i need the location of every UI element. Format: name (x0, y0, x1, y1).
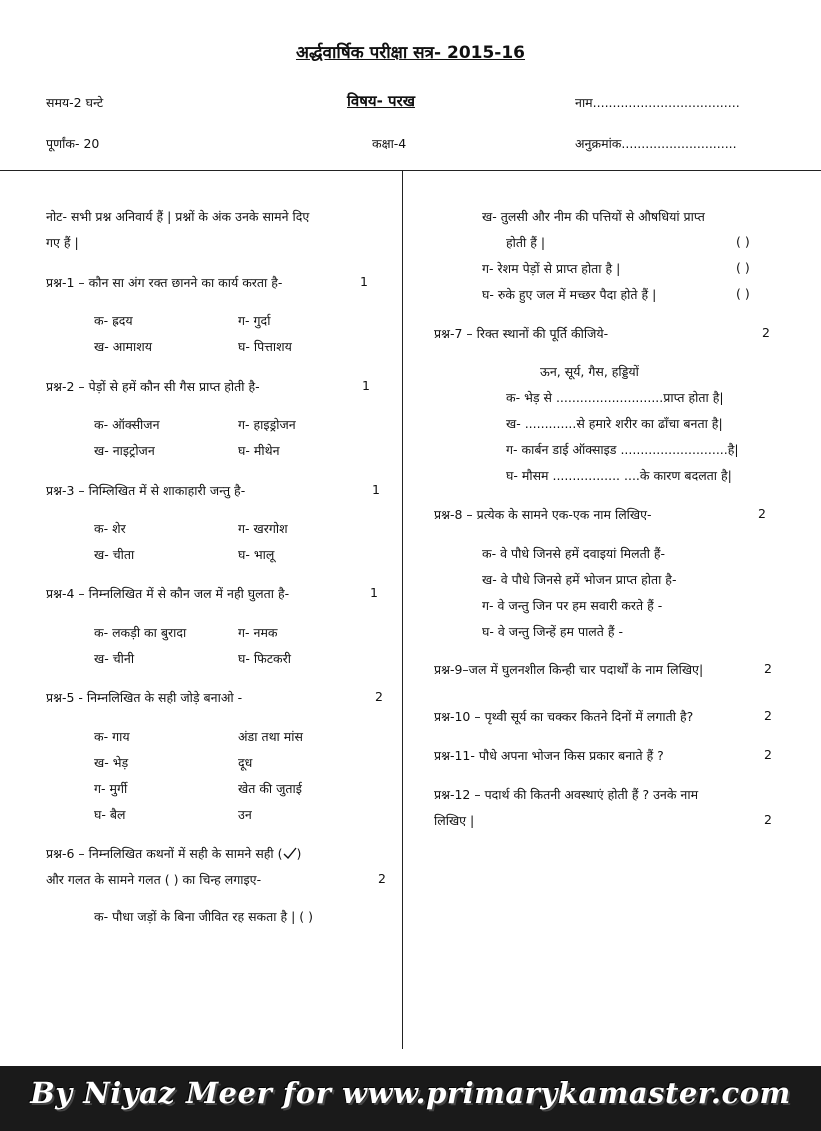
q3-option-kha: ख- चीता (94, 547, 135, 562)
q2-option-ga: ग- हाइड्रोजन (238, 417, 296, 432)
q6-statement-kha-line-1: ख- तुलसी और नीम की पत्तियों से औषधियां प्राप्त (482, 209, 705, 224)
q4-option-ga: ग- नमक (238, 625, 278, 640)
question-2: प्रश्न-2 – पेड़ों से हमें कौन सी गैस प्राप्त होती है- (46, 379, 260, 394)
question-6-line-1-close: ) (296, 846, 302, 861)
q8-item-kha: ख- वे पौधे जिनसे हमें भोजन प्राप्त होता है- (482, 572, 677, 587)
question-5-marks: 2 (375, 689, 383, 704)
question-6-marks: 2 (378, 871, 386, 886)
q6-statement-gha: घ- रुके हुए जल में मच्छर पैदा होते हैं | (482, 287, 657, 302)
exam-title: अर्द्धवार्षिक परीक्षा सत्र- 2015-16 (295, 43, 526, 63)
q2-option-gha: घ- मीथेन (238, 443, 280, 458)
question-6-line-1-text: प्रश्न-6 – निम्नलिखित कथनों में सही के सामने सही ( (46, 846, 283, 861)
max-marks-label: पूर्णांक- 20 (46, 136, 100, 151)
q4-option-kha: ख- चीनी (94, 651, 135, 666)
header-divider (0, 170, 821, 171)
q5-right-2: दूध (238, 755, 253, 770)
q5-right-3: खेत की जुताई (238, 781, 302, 796)
question-4-marks: 1 (370, 585, 378, 600)
question-12-line-2: लिखिए | (434, 813, 475, 828)
question-6-line-2: और गलत के सामने गलत ( ) का चिन्ह लगाइए- (46, 872, 262, 887)
question-1-marks: 1 (360, 274, 368, 289)
q7-blank-ga: ग- कार्बन डाई ऑक्साइड ...........................है| (506, 442, 739, 457)
subject-label: विषय- परख (347, 92, 415, 110)
time-label: समय-2 घन्टे (46, 95, 104, 110)
q3-option-gha: घ- भालू (238, 547, 275, 562)
q1-option-gha: घ- पित्ताशय (238, 339, 292, 354)
roll-number-field: अनुक्रमांक............................. (575, 136, 737, 151)
note-line-1: नोट- सभी प्रश्न अनिवार्य हैं | प्रश्नों के अंक उनके सामने दिए (46, 209, 310, 224)
q8-item-ka: क- वे पौधे जिनसे हमें दवाइयां मिलती हैं- (482, 546, 666, 561)
q6-ga-answer-box: ( ) (736, 260, 750, 275)
question-6-line-1 (46, 845, 301, 862)
q6-kha-answer-box: ( ) (736, 234, 750, 249)
question-7-marks: 2 (762, 325, 770, 340)
column-divider (402, 171, 403, 1049)
q2-option-ka: क- ऑक्सीजन (94, 417, 160, 432)
q7-word-bank: ऊन, सूर्य, गैस, हड्डियों (540, 364, 639, 379)
name-field: नाम..................................... (575, 95, 740, 110)
question-9: प्रश्न-9–जल में घुलनशील किन्ही चार पदार्थों के नाम लिखिए| (434, 662, 704, 677)
q5-left-3: ग- मुर्गी (94, 781, 128, 796)
q6-statement-ga: ग- रेशम पेड़ों से प्राप्त होता है | (482, 261, 621, 276)
question-8-marks: 2 (758, 506, 766, 521)
q3-option-ga: ग- खरगोश (238, 521, 288, 536)
q5-left-4: घ- बैल (94, 807, 126, 822)
q3-option-ka: क- शेर (94, 521, 126, 536)
q1-option-ka: क- ह्रदय (94, 313, 133, 328)
class-label: कक्षा-4 (372, 136, 407, 151)
question-11-marks: 2 (764, 747, 772, 762)
q6-gha-answer-box: ( ) (736, 286, 750, 301)
q5-left-1: क- गाय (94, 729, 130, 744)
question-2-marks: 1 (362, 378, 370, 393)
question-12-marks: 2 (764, 812, 772, 827)
question-3: प्रश्न-3 – निम्लिखित में से शाकाहारी जन्तु है- (46, 483, 246, 498)
q1-option-ga: ग- गुर्दा (238, 313, 271, 328)
q5-left-2: ख- भेड़ (94, 755, 129, 770)
question-10-marks: 2 (764, 708, 772, 723)
question-12-line-1: प्रश्न-12 – पदार्थ की कितनी अवस्थाएं होती हैं ? उनके नाम (434, 787, 699, 802)
question-7: प्रश्न-7 – रिक्त स्थानों की पूर्ति कीजिये- (434, 326, 609, 341)
tick-mark-icon (283, 847, 297, 859)
q6-statement-kha-line-2: होती हैं | (506, 235, 546, 250)
question-9-marks: 2 (764, 661, 772, 676)
q4-option-gha: घ- फिटकरी (238, 651, 291, 666)
note-line-2: गए हैं | (46, 235, 79, 250)
question-8: प्रश्न-8 – प्रत्येक के सामने एक-एक नाम लिखिए- (434, 507, 652, 522)
question-4: प्रश्न-4 – निम्नलिखित में से कौन जल में नही घुलता है- (46, 586, 290, 601)
q7-blank-gha: घ- मौसम ................. ....के कारण बदलता है| (506, 468, 732, 483)
q5-right-1: अंडा तथा मांस (238, 729, 303, 744)
q2-option-kha: ख- नाइट्रोजन (94, 443, 155, 458)
q7-blank-ka: क- भेड़ से ...........................प्राप्त होता है| (506, 390, 724, 405)
q4-option-ka: क- लकड़ी का बुरादा (94, 625, 187, 640)
footer-watermark: By Niyaz Meer for www.primarykamaster.com (30, 1076, 791, 1110)
q5-right-4: उन (238, 807, 252, 822)
q8-item-gha: घ- वे जन्तु जिन्हें हम पालते हैं - (482, 624, 623, 639)
question-10: प्रश्न-10 – पृथ्वी सूर्य का चक्कर कितने दिनों में लगाती है? (434, 709, 694, 724)
q8-item-ga: ग- वे जन्तु जिन पर हम सवारी करते हैं - (482, 598, 663, 613)
question-5: प्रश्न-5 - निम्नलिखित के सही जोड़े बनाओ - (46, 690, 243, 705)
question-11: प्रश्न-11- पौधे अपना भोजन किस प्रकार बनाते हैं ? (434, 748, 664, 763)
question-3-marks: 1 (372, 482, 380, 497)
q7-blank-kha: ख- .............से हमारे शरीर का ढाँचा बनता है| (506, 416, 723, 431)
q1-option-kha: ख- आमाशय (94, 339, 152, 354)
q6-statement-ka: क- पौधा जड़ों के बिना जीवित रह सकता है | ( ) (94, 909, 314, 924)
question-1: प्रश्न-1 – कौन सा अंग रक्त छानने का कार्य करता है- (46, 275, 283, 290)
